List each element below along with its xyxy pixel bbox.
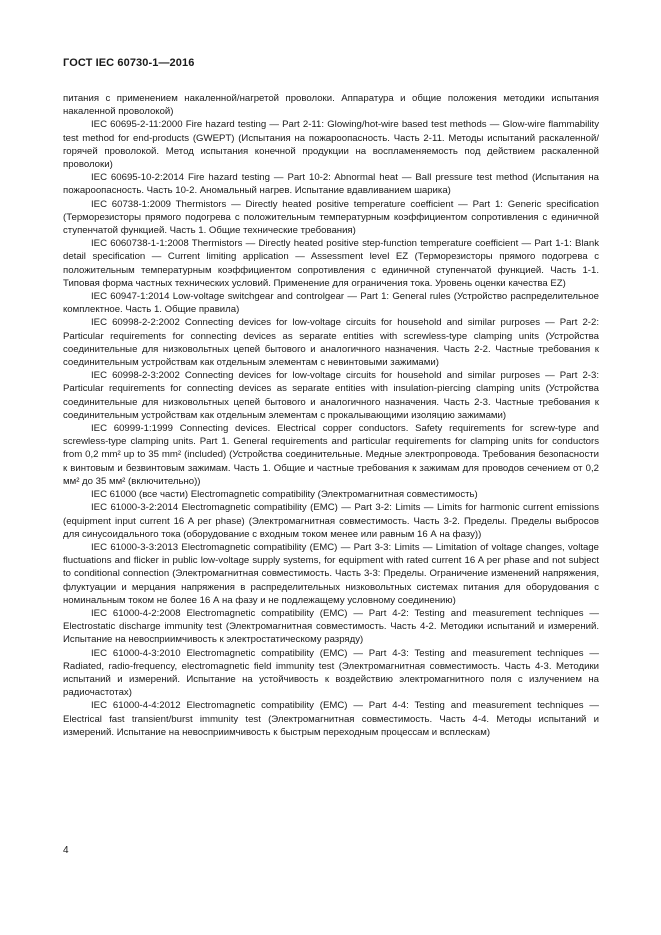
paragraph: IEC 60947-1:2014 Low-voltage switchgear and controlgear — Part 1: General rules (Устройство распределительное комплектное. Часть 1. Общие правила): [63, 291, 599, 316]
paragraph: IEC 60738-1:2009 Thermistors — Directly heated positive temperature coefficient — Part 1: Generic specification (Терморезисторы прямого подогрева с положительным температурным коэффициентом сопротивления с единичной ступенчатой функцией. Часть 1. Общие технические требования): [63, 198, 599, 237]
page-number: 4: [63, 845, 69, 856]
paragraph: IEC 61000-4-4:2012 Electromagnetic compatibility (EMC) — Part 4-4: Testing and measurement techniques — Electrical fast transient/burst immunity test (Электромагнитная совместимость. Часть 4-4. Методы испытаний и измерений. Испытание на невосприимчивость к быстрым переходным процессам и всплескам): [63, 700, 599, 738]
paragraph: IEC 60695-10-2:2014 Fire hazard testing — Part 10-2: Abnormal heat — Ball pressure test method (Испытания на пожароопасность. Часть 10-2. Аномальный нагрев. Испытание вдавливанием шарика): [63, 172, 599, 197]
paragraph: IEC 61000-4-2:2008 Electromagnetic compatibility (EMC) — Part 4-2: Testing and measurement techniques — Electrostatic discharge immunity test (Электромагнитная совместимость. Часть 4-2. Методики испытаний и измерений. Испытание на невосприимчивость к электростатическому разряду): [63, 607, 599, 646]
paragraph: IEC 60998-2-2:2002 Connecting devices for low-voltage circuits for household and similar purposes — Part 2-2: Particular requirements for connecting devices as separate entities with screwless-type clamping units (Устройства соединительные для низковольтных цепей бытового и аналогичного назначения. Часть 2-2. Частные требования к соединительным устройствам как отдельным элементам с невинтовыми зажимами): [63, 317, 599, 369]
document-body: [63, 92, 599, 739]
paragraph: IEC 60695-2-11:2000 Fire hazard testing — Part 2-11: Glowing/hot-wire based test methods — Glow-wire flammability test method for end-products (GWEPT) (Испытания на пожароопасность. Часть 2-11. Методы испытаний раскаленной/горячей проволокой. Метод испытания конечной продукции на воспламеняемость под действием раскаленной проволоки): [63, 119, 599, 171]
paragraph: IEC 6060738-1-1:2008 Thermistors — Directly heated positive step-function temperature coefficient — Part 1-1: Blank detail specification — Current limiting application — Assessment level EZ (Терморезисторы прямого подогрева с положительным температурным коэффициентом сопротивления с единичной ступенчатой функцией. Часть 1-1. Типовая форма частных технических условий. Применение для ограничения тока. Уровень оценки качества EZ): [63, 238, 599, 289]
document-header: ГОСТ IEC 60730-1—2016: [63, 57, 195, 69]
paragraph: IEC 61000 (все части) Electromagnetic compatibility (Электромагнитная совместимость): [91, 489, 478, 501]
paragraph: IEC 61000-3-2:2014 Electromagnetic compatibility (EMC) — Part 3-2: Limits — Limits for harmonic current emissions (equipment input current 16 A per phase) (Электромагнитная совместимость. Часть 3-2. Пределы. Пределы выбросов для синусоидального тока (оборудование с входным током менее или равным 16 А на фазу)): [63, 502, 599, 540]
paragraph: питания с применением накаленной/нагретой проволоки. Аппаратура и общие положения методики испытания накаленной проволокой): [63, 93, 599, 118]
paragraph: IEC 61000-4-3:2010 Electromagnetic compatibility (EMC) — Part 4-3: Testing and measurement techniques — Radiated, radio-frequency, electromagnetic field immunity test (Электромагнитная совместимость. Часть 4-3. Методики испытаний и измерений. Испытание на устойчивость к воздействию электромагнитного поля с излучением на радиочастотах): [63, 647, 599, 699]
paragraph: IEC 61000-3-3:2013 Electromagnetic compatibility (EMC) — Part 3-3: Limits — Limitation of voltage changes, voltage fluctuations and flicker in public low-voltage supply systems, for equipment with rated current 16 A per phase and not subject to conditional connection (Электромагнитная совместимость. Часть 3-3: Пределы. Ограничение изменений напряжения, флуктуации и мерцания напряжения в распределительных низковольтных системах питания для оборудования с номинальным током не более 16 А на фазу и не подлежащему условному соединению): [63, 541, 599, 606]
paragraph: IEC 60999-1:1999 Connecting devices. Electrical copper conductors. Safety requirements for screw-type and screwless-type clamping units. Part 1. General requirements and particular requirements for clamping units for conductors from 0,2 mm² up to 35 mm² (included) (Устройства соединительные. Медные электропровода. Требования безопасности к винтовым и безвинтовым зажимам. Часть 1. Общие и частные требования к зажимам для проводов сечением от 0,2 мм² до 35 мм² (включительно)): [63, 423, 599, 487]
paragraph: IEC 60998-2-3:2002 Connecting devices for low-voltage circuits for household and similar purposes — Part 2-3: Particular requirements for connecting devices as separate entities with insulation-piercing clamping units (Устройства соединительные для низковольтных цепей бытового и аналогичного назначения. Часть 2-3. Частные требования к соединительным устройствам как отдельным элементам с прокалывающими изоляцию зажимами): [63, 370, 599, 421]
